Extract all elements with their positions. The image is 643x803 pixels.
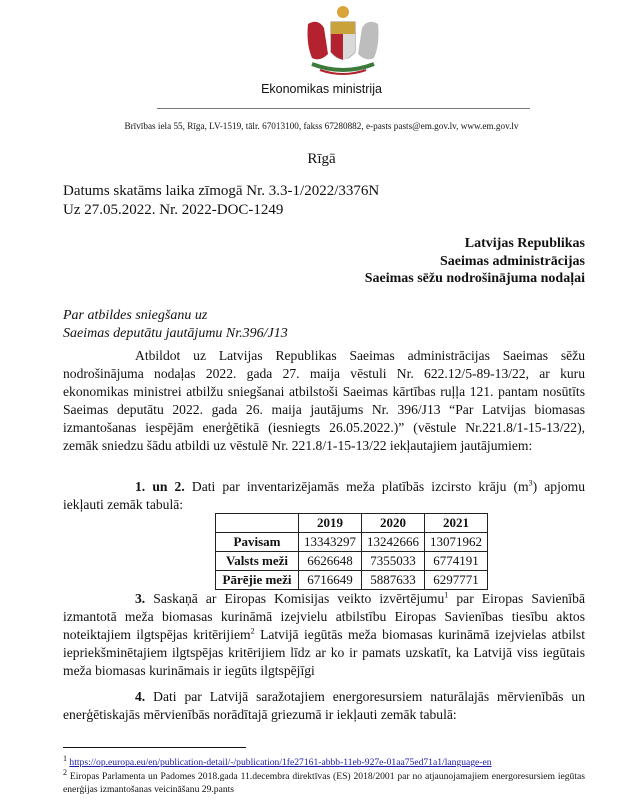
paragraph-3 [63,590,585,680]
ministry-name: Ekonomikas ministrija [261,82,382,96]
table-cell: 6774191 [425,552,488,571]
paragraph-text: Saskaņā ar Eiropas Komisijas veikto izvērtējumu [153,591,445,606]
row-label: Valsts meži [216,552,299,571]
row-label: Pārējie meži [216,571,299,590]
footnote-number: 2 [63,767,67,777]
table-cell: 5887633 [362,571,425,590]
footnote-text: Eiropas Parlamenta un Padomes 2018.gada 11.decembra direktīvas (ES) 2018/2001 par no atjaunojamajiem energoresursiem iegūtas enerģijas izmantošanas veicināšanu 29.pants [63,771,586,795]
paragraph-text: ) apjomu iekļauti zemāk tabulā: [63,479,586,512]
table-cell: 7355033 [362,552,425,571]
recipient-line: Latvijas Republikas [464,236,585,251]
table-header-cell: 2021 [425,514,488,533]
paragraph-1 [63,347,585,455]
footnote-ref[interactable]: 1 [444,590,449,600]
header-divider [157,108,530,109]
table-header-cell: 2020 [362,514,425,533]
footnote-divider [63,747,246,748]
table-cell: 13343297 [299,533,362,552]
subject-line: Par atbildes sniegšanu uz [63,308,208,323]
recipient-line: Saeimas administrācijas [439,254,585,269]
paragraph-number: 3. [135,591,146,606]
table-row [216,533,488,552]
ministry-address: Brīvības iela 55, Rīga, LV-1519, tālr. 67013100, fakss 67280882, e-pasts pasts@em.gov.lv, www.em.gov.lv [124,121,519,131]
table-cell: 13071962 [425,533,488,552]
footnote-1 [63,753,585,769]
table-row [216,571,488,590]
table-cell: 6716649 [299,571,362,590]
reference-number: Datums skatāms laika zīmogā Nr. 3.3-1/2022/3376N [63,183,380,199]
footnote-2 [63,767,586,796]
paragraph-text: par Eiropas Savienībā izmantotā meža biomasas kurināmā izejvielu atbilstību Eiropas Savienības tiesību aktos noteiktajiem ilgtspējas kritērijiem [63,591,585,642]
table-cell: 13242666 [362,533,425,552]
paragraph-1-text: Atbildot uz Latvijas Republikas Saeimas administrācijas Saeimas sēžu nodrošinājuma nodaļas 2022. gada 27. maija vēstuli Nr. 622.12/5-89-13/22, ar kuru ekonomikas ministrei atbilžu sniegšanai atbilstoši Saeimas kārtības ruļļa 121. pantam nosūtīts Saeimas deputātu 2022. gada 26. maija jautājums Nr. 396/J13 “Par Latvijas biomasas izmantošanas iespējām enerģētikā (iesniegts 26.05.2022.)” (vēstule Nr.221.8/1-15-13/22), zemāk sniedzu šādu atbildi uz vēstulē Nr. 221.8/1-15-13/22 iekļautajiem jautājumiem: [63,348,585,453]
footnote-number: 1 [63,753,67,763]
table-header-cell: 2019 [299,514,362,533]
table-header-cell [216,514,299,533]
table-cell: 6626648 [299,552,362,571]
table-cell: 6297771 [425,571,488,590]
paragraph-4 [63,688,585,724]
recipient-line: Saeimas sēžu nodrošinājuma nodaļai [364,271,585,286]
table-header-row [216,514,488,533]
reference-reply-to: Uz 27.05.2022. Nr. 2022-DOC-1249 [63,202,284,218]
paragraph-text: Dati par inventarizējamās meža platībās izcirsto krāju (m [191,479,529,494]
paragraph-number: 1. un 2. [135,479,185,494]
paragraph-text: Dati par Latvijā saražotajiem energoresursiem naturālajās mērvienībās un enerģētiskajās mērvienībās norādītajā griezumā ir iekļauti zemāk tabulā: [63,689,585,722]
paragraph-text: Latvijā iegūtās meža biomasas kurināmā izejvielas atbilst iepriekšminētajiem ilgtspējas kritērijiem līdz ar ko ir pamats uzskatīt, ka Latvijā viss iegūtais meža biomasas kurināmais ir iegūts ilgtspējīgi [63,627,585,678]
row-label: Pavisam [216,533,299,552]
city: Rīgā [307,151,336,167]
paragraph-number: 4. [135,689,146,704]
footnote-ref[interactable]: 2 [250,626,255,636]
subject-line: Saeimas deputātu jautājumu Nr.396/J13 [63,326,288,341]
table-row [216,552,488,571]
footnote-link[interactable]: https://op.europa.eu/en/publication-detail/-/publication/1fe27161-abbb-11eb-927e-01aa75ed71a1/language-en [69,757,492,768]
felling-volume-table [215,513,488,590]
coat-of-arms-logo [290,4,396,78]
superscript: 3 [528,478,533,488]
paragraph-2 [63,478,585,514]
